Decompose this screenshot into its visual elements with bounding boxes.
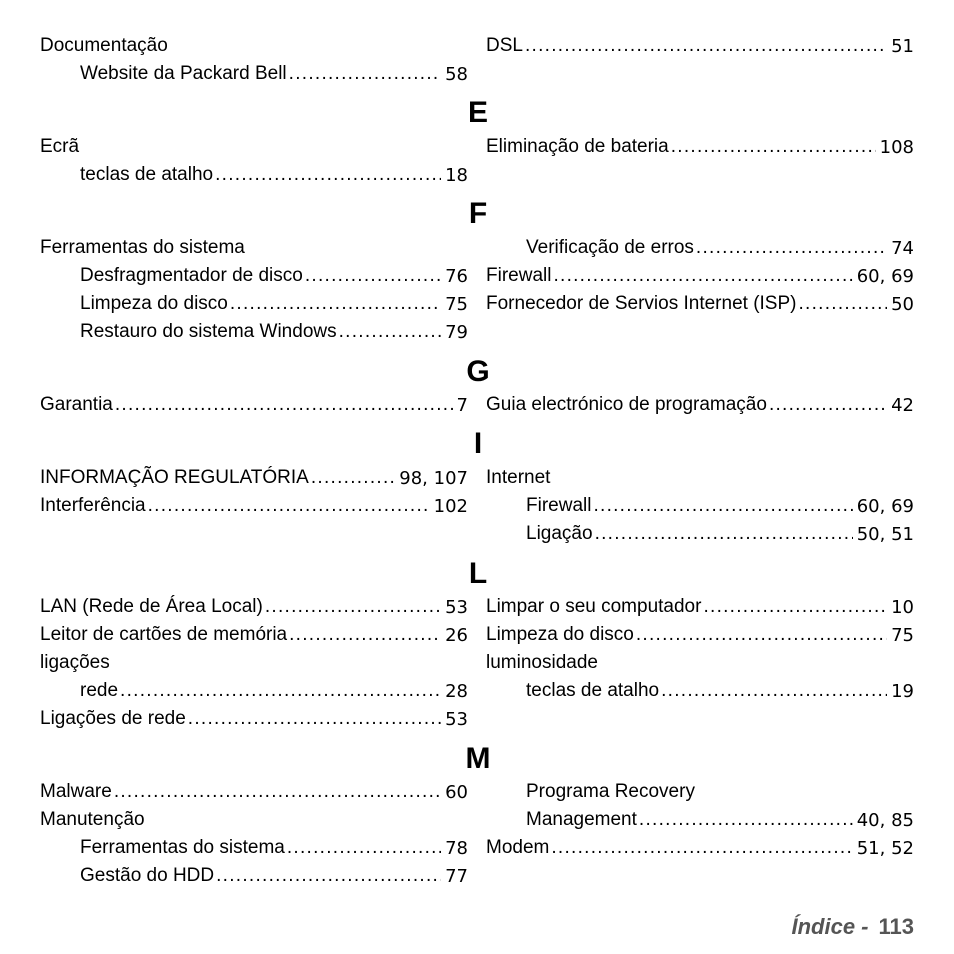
index-entry [486, 32, 914, 60]
leader-dots [148, 495, 430, 517]
entry-label: Restauro do sistema Windows [80, 321, 337, 342]
entry-label: Fornecedor de Servios Internet (ISP) [486, 293, 797, 314]
leader-dots [305, 265, 441, 287]
entry-page: 102 [433, 495, 468, 517]
index-entry [40, 778, 468, 806]
entry-page: 40, 85 [856, 809, 914, 831]
entry-label: Interferência [40, 495, 146, 516]
leader-dots [661, 680, 887, 702]
entry-page: 51, 52 [856, 837, 914, 859]
entry-label: Gestão do HDD [80, 865, 215, 886]
entry-label: Ligação [526, 523, 593, 544]
index-entry [486, 621, 914, 649]
index-entry [40, 806, 468, 834]
entry-page: 76 [445, 265, 468, 287]
index-entry [526, 806, 914, 834]
section-letter-i: I [473, 427, 483, 460]
entry-label: Limpar o seu computador [486, 596, 702, 617]
index-entry [40, 492, 468, 520]
entry-page: 108 [879, 136, 914, 158]
leader-dots [188, 708, 441, 730]
index-entry [486, 133, 914, 161]
entry-label: Ecrã [40, 136, 80, 157]
leader-dots [289, 63, 441, 85]
index-entry [40, 705, 468, 733]
index-entry [486, 593, 914, 621]
index-entry [80, 862, 468, 890]
index-entry [80, 318, 468, 346]
entry-label: Malware [40, 781, 112, 802]
index-entry [40, 621, 468, 649]
leader-dots [595, 523, 853, 545]
entry-page: 53 [445, 708, 468, 730]
section-letter-g: G [466, 355, 490, 388]
leader-dots [216, 865, 441, 887]
leader-dots [289, 624, 441, 646]
entry-label: Ligações de rede [40, 708, 186, 729]
entry-label: Management [526, 809, 637, 830]
index-entry [486, 391, 914, 419]
index-entry [80, 60, 468, 88]
entry-label: Limpeza do disco [486, 624, 634, 645]
leader-dots [115, 394, 453, 416]
leader-dots [551, 837, 852, 859]
index-entry [80, 161, 468, 189]
index-entry [40, 234, 468, 262]
leader-dots [114, 781, 441, 803]
section-letter-l: L [468, 557, 488, 590]
leader-dots [553, 265, 852, 287]
index-entry [80, 262, 468, 290]
index-entry [40, 133, 468, 161]
section-letter-e: E [467, 96, 488, 129]
entry-page: 58 [445, 63, 468, 85]
footer-title: Índice - [791, 914, 869, 939]
entry-label: Garantia [40, 394, 113, 415]
entry-page: 50, 51 [856, 523, 914, 545]
entry-label: Website da Packard Bell [80, 63, 287, 84]
entry-page: 51 [891, 35, 914, 57]
entry-page: 19 [891, 680, 914, 702]
leader-dots [339, 321, 441, 343]
entry-label: Manutenção [40, 809, 145, 830]
entry-label: Ferramentas do sistema [80, 837, 285, 858]
entry-label: Documentação [40, 35, 168, 56]
index-entry [40, 391, 468, 419]
index-entry [40, 32, 468, 60]
index-entry [526, 234, 914, 262]
leader-dots [215, 164, 441, 186]
entry-label: Eliminação de bateria [486, 136, 669, 157]
entry-label: Guia electrónico de programação [486, 394, 767, 415]
index-entry [486, 834, 914, 862]
index-entry [526, 677, 914, 705]
index-entry [80, 290, 468, 318]
leader-dots [525, 35, 887, 57]
entry-page: 75 [891, 624, 914, 646]
leader-dots [265, 596, 441, 618]
page-footer [791, 914, 914, 940]
entry-label: Limpeza do disco [80, 293, 228, 314]
entry-page: 60 [445, 781, 468, 803]
leader-dots [696, 237, 887, 259]
entry-page: 75 [445, 293, 468, 315]
section-letter-m: M [465, 742, 491, 775]
entry-label: luminosidade [486, 652, 598, 673]
entry-page: 10 [891, 596, 914, 618]
entry-label: ligações [40, 652, 110, 673]
leader-dots [798, 293, 887, 315]
entry-label: DSL [486, 35, 523, 56]
index-entry [80, 677, 468, 705]
entry-page: 26 [445, 624, 468, 646]
entry-label: Desfragmentador de disco [80, 265, 303, 286]
index-entry [486, 649, 914, 677]
leader-dots [120, 680, 441, 702]
leader-dots [639, 809, 853, 831]
entry-page: 79 [445, 321, 468, 343]
index-entry [526, 778, 914, 806]
index-entry [40, 593, 468, 621]
index-entry [80, 834, 468, 862]
entry-label: LAN (Rede de Área Local) [40, 596, 263, 617]
index-entry [526, 492, 914, 520]
entry-label: teclas de atalho [80, 164, 214, 185]
leader-dots [636, 624, 887, 646]
entry-page: 74 [891, 237, 914, 259]
index-entry [486, 262, 914, 290]
leader-dots [230, 293, 441, 315]
entry-page: 50 [891, 293, 914, 315]
entry-label: Programa Recovery [526, 781, 695, 802]
entry-page: 53 [445, 596, 468, 618]
entry-page: 78 [445, 837, 468, 859]
index-entry [40, 464, 468, 492]
entry-label: Internet [486, 467, 551, 488]
entry-label: INFORMAÇÃO REGULATÓRIA [40, 467, 309, 488]
entry-label: Verificação de erros [526, 237, 694, 258]
leader-dots [769, 394, 887, 416]
entry-label: Firewall [526, 495, 592, 516]
entry-page: 42 [891, 394, 914, 416]
leader-dots [311, 467, 395, 489]
entry-label: rede [80, 680, 119, 701]
leader-dots [593, 495, 852, 517]
entry-page: 18 [445, 164, 468, 186]
entry-page: 7 [456, 394, 468, 416]
entry-label: Leitor de cartões de memória [40, 624, 288, 645]
index-entry [40, 649, 468, 677]
leader-dots [287, 837, 441, 859]
entry-page: 77 [445, 865, 468, 887]
entry-page: 98, 107 [399, 467, 468, 489]
entry-label: teclas de atalho [526, 680, 660, 701]
index-entry [486, 290, 914, 318]
index-entry [526, 520, 914, 548]
entry-page: 60, 69 [856, 265, 914, 287]
entry-page: 60, 69 [856, 495, 914, 517]
leader-dots [703, 596, 887, 618]
entry-label: Firewall [486, 265, 552, 286]
entry-label: Ferramentas do sistema [40, 237, 245, 258]
section-letter-f: F [468, 197, 488, 230]
entry-page: 28 [445, 680, 468, 702]
leader-dots [671, 136, 876, 158]
entry-label: Modem [486, 837, 550, 858]
index-entry [486, 464, 914, 492]
footer-page-number: 113 [878, 914, 914, 939]
